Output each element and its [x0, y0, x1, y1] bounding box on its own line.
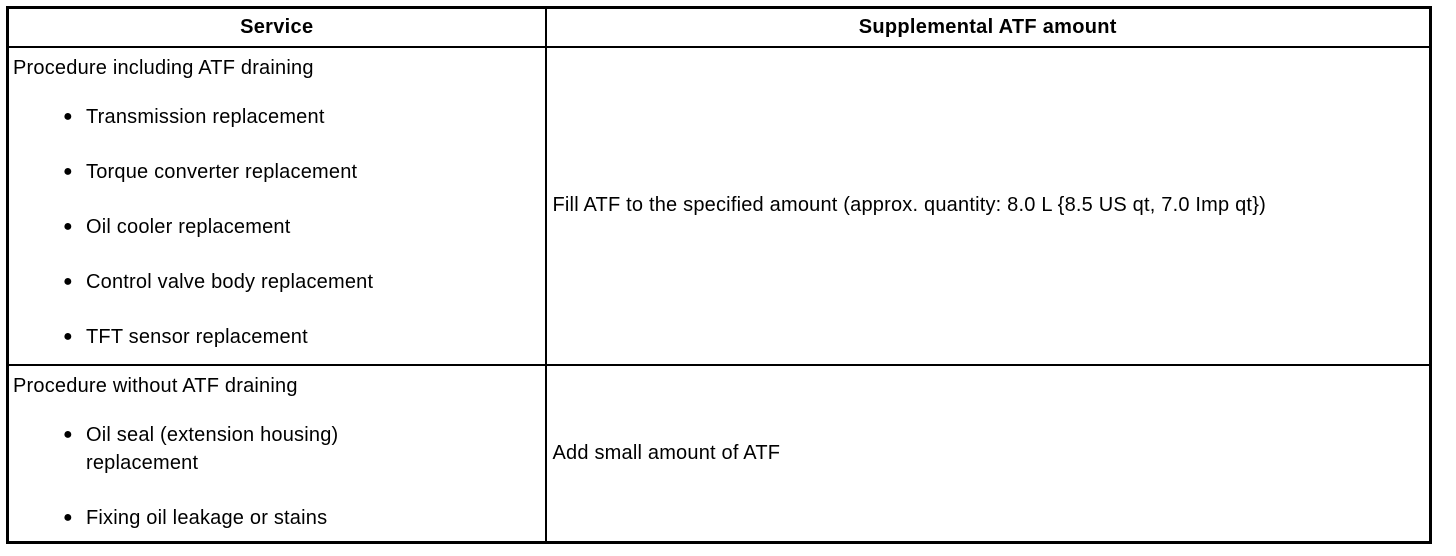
service-list: [13, 103, 541, 351]
service-category-title: Procedure without ATF draining: [13, 374, 298, 397]
list-item: [13, 421, 541, 477]
list-item: [13, 158, 541, 186]
supplemental-amount-cell: Fill ATF to the specified amount (approx. quantity: 8.0 L {8.5 US qt, 7.0 Imp qt}): [546, 47, 1431, 365]
bullet-icon: ●: [63, 107, 73, 125]
list-item: [13, 213, 541, 241]
bullet-icon: ●: [63, 508, 73, 526]
table-row-procedure-without-atf-draining: [8, 365, 1431, 543]
service-cell: [8, 47, 546, 365]
service-cell: [8, 365, 546, 543]
list-item: [13, 103, 541, 131]
service-item-label: Control valve body replacement: [86, 270, 374, 293]
list-item: [13, 268, 541, 296]
service-item-label: Fixing oil leakage or stains: [86, 506, 328, 529]
bullet-icon: ●: [63, 425, 73, 443]
service-item-label: Transmission replacement: [86, 105, 325, 128]
service-item-label: Oil seal (extension housing) replacement: [86, 423, 339, 474]
service-list: [13, 421, 541, 532]
list-item: [13, 323, 541, 351]
bullet-icon: ●: [63, 217, 73, 235]
list-item: [13, 504, 541, 532]
atf-service-table: [6, 6, 1432, 544]
service-category-title: Procedure including ATF draining: [13, 56, 314, 79]
service-item-label: Oil cooler replacement: [86, 215, 291, 238]
table-row-procedure-including-atf-draining: [8, 47, 1431, 365]
supplemental-amount-cell: Add small amount of ATF: [546, 365, 1431, 543]
service-item-label: Torque converter replacement: [86, 160, 358, 183]
column-header-supplemental-atf-amount: Supplemental ATF amount: [546, 8, 1431, 47]
column-header-service: Service: [8, 8, 546, 47]
service-item-label: TFT sensor replacement: [86, 325, 308, 348]
bullet-icon: ●: [63, 162, 73, 180]
table-header-row: [8, 8, 1431, 47]
bullet-icon: ●: [63, 327, 73, 345]
bullet-icon: ●: [63, 272, 73, 290]
